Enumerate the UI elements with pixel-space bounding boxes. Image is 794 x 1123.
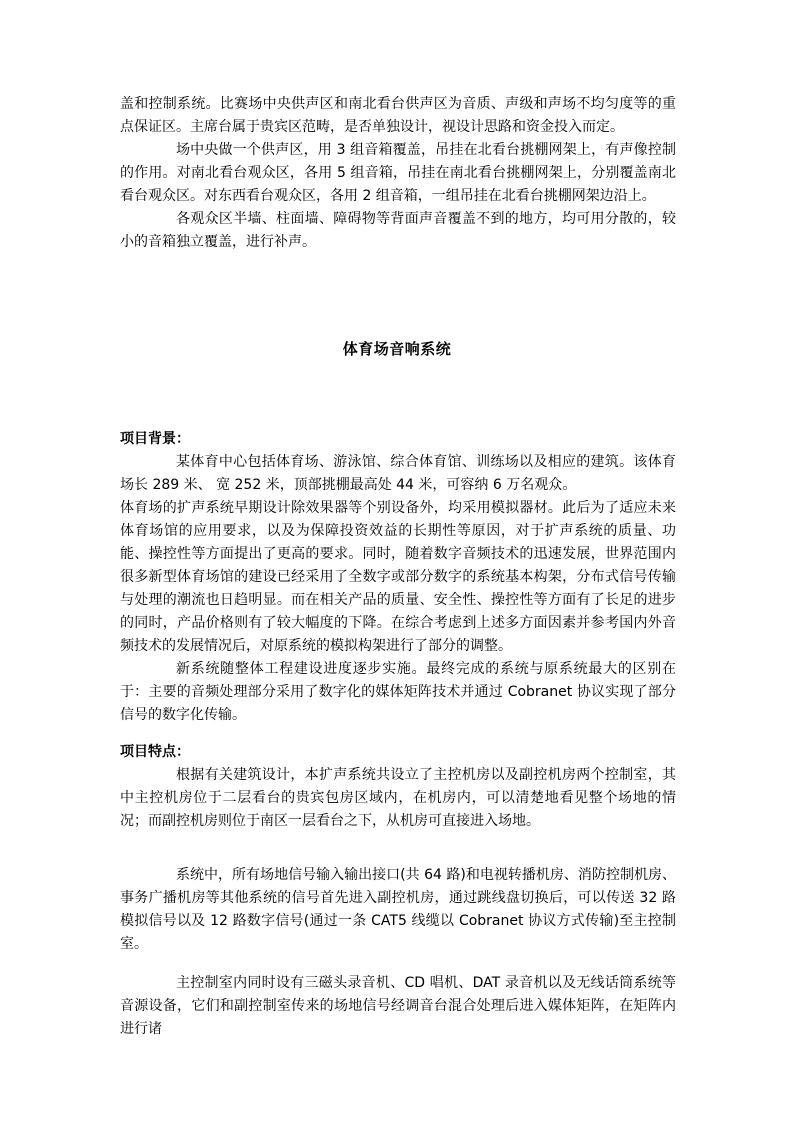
paragraph: 新系统随整体工程建设进度逐步实施。最终完成的系统与原系统最大的区别在于：主要的音频处理部分采用了数字化的媒体矩阵技术并通过 Cobranet 协议实现了部分信号的数字化传输。 (120, 661, 676, 723)
paragraph: 体育场的扩声系统早期设计除效果器等个别设备外，均采用模拟器材。此后为了适应未来体育场馆的应用要求，以及为保障投资效益的长期性等原因，对于扩声系统的质量、功能、操控性等方面提出了更高的要求。同时，随着数字音频技术的迅速发展，世界范围内很多新型体育场馆的建设已经采用了全数字或部分数字的系统基本构架，分布式信号传输与处理的潮流也日趋明显。而在相关产品的质量、安全性、操控性等方面有了长足的进步的同时，产品价格则有了较大幅度的下降。在综合考虑到上述多方面因素并参考国内外音频技术的发展情况后，对原系统的模拟构架进行了部分的调整。 (120, 500, 676, 654)
section-heading-background: 项目背景： (120, 431, 190, 447)
paragraph: 系统中，所有场地信号输入输出接口(共 64 路)和电视转播机房、消防控制机房、事务广播机房等其他系统的信号首先进入副控机房，通过跳线盘切换后，可以传送 32 路模拟信号以及 12 路数字信号(通过一条 CAT5 线缆以 Cobranet 协议方式传输)至主控制室。 (120, 867, 676, 952)
features-p3 (120, 972, 676, 1041)
paragraph: 场中央做一个供声区，用 3 组音箱覆盖，吊挂在北看台挑棚网架上，有声像控制的作用。对南北看台观众区，各用 5 组音箱，吊挂在南北看台挑棚网架上，分别覆盖南北看台观众区。对东西看台观众区，各用 2 组音箱，一组吊挂在北看台挑棚网架边沿上。 (120, 142, 676, 204)
background-section (120, 451, 676, 727)
paragraph: 各观众区半墙、柱面墙、障碍物等背面声音覆盖不到的地方，均可用分散的，较小的音箱独立覆盖，进行补声。 (120, 211, 676, 250)
features-p2 (120, 864, 676, 956)
paragraph: 盖和控制系统。比赛场中央供声区和南北看台供声区为音质、声级和声场不均匀度等的重点保证区。主席台属于贵宾区范畴，是否单独设计，视设计思路和资金投入而定。 (120, 96, 676, 135)
features-p1 (120, 764, 676, 833)
top-section (120, 93, 676, 254)
paragraph: 某体育中心包括体育场、游泳馆、综合体育馆、训练场以及相应的建筑。该体育场长 289 米、 宽 252 米，顶部挑棚最高处 44 米，可容纳 6 万名观众。 (120, 454, 676, 493)
page-title: 体育场音响系统 (342, 340, 452, 358)
paragraph: 根据有关建筑设计，本扩声系统共设立了主控机房以及副控机房两个控制室，其中主控机房位于二层看台的贵宾包房区域内，在机房内，可以清楚地看见整个场地的情况；而副控机房则位于南区一层看台之下，从机房可直接进入场地。 (120, 767, 676, 829)
paragraph: 主控制室内同时设有三磁头录音机、CD 唱机、DAT 录音机以及无线话筒系统等音源设备，它们和副控制室传来的场地信号经调音台混合处理后进入媒体矩阵，在矩阵内进行诸 (120, 975, 676, 1037)
section-heading-features: 项目特点： (120, 744, 190, 760)
